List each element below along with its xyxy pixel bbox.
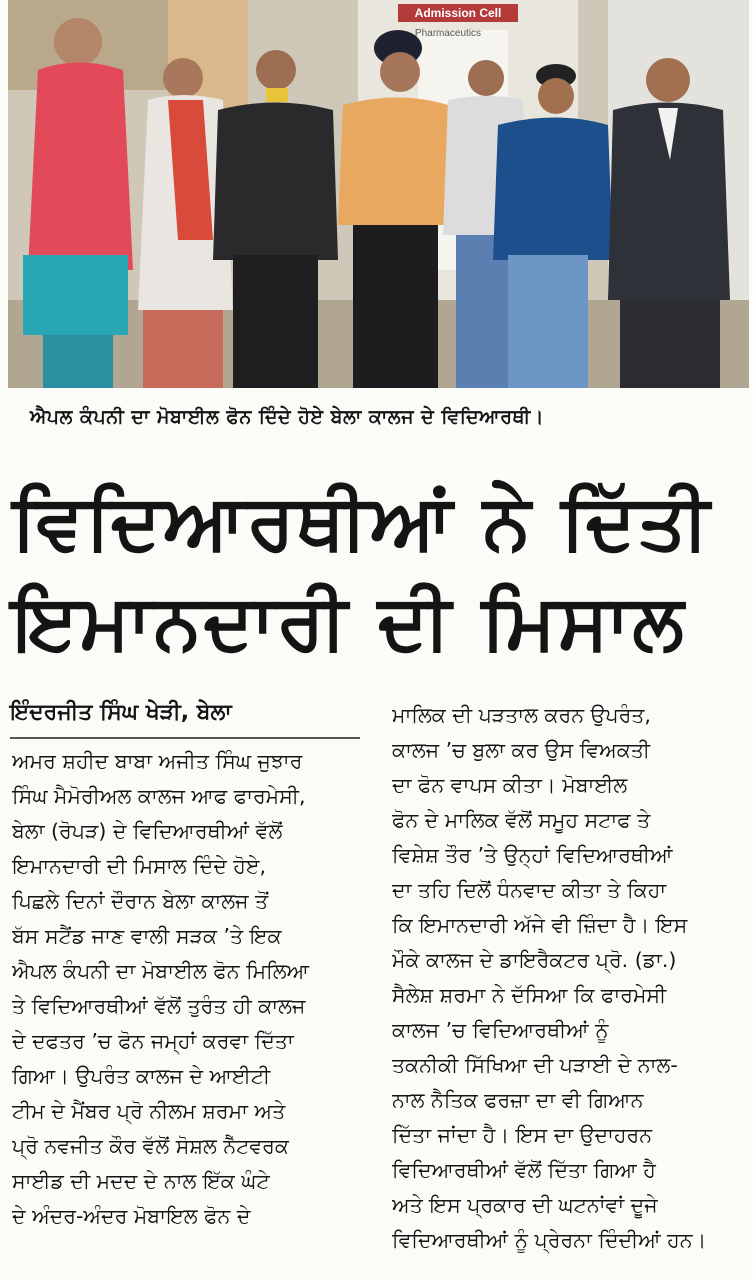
text-line: ਦਾ ਤਹਿ ਦਿਲੋਂ ਧੰਨਵਾਦ ਕੀਤਾ ਤੇ ਕਿਹਾ [392, 878, 667, 902]
pharmaceutics-sign-text: Pharmaceutics [414, 28, 482, 39]
text-line: ਤਕਨੀਕੀ ਸਿੱਖਿਆ ਦੀ ਪੜਾਈ ਦੇ ਨਾਲ- [392, 1053, 678, 1077]
article-column-left [12, 744, 364, 1234]
text-line: ਐਪਲ ਕੰਪਨੀ ਦਾ ਮੋਬਾਈਲ ਫੋਨ ਮਿਲਿਆ [12, 959, 309, 983]
photo-caption: ਐਪਲ ਕੰਪਨੀ ਦਾ ਮੋਬਾਈਲ ਫੋਨ ਦਿੰਦੇ ਹੋਏ ਬੇਲਾ ਕਾਲਜ ਦੇ ਵਿਦਿਆਰਥੀ। [30, 406, 545, 428]
text-line: ਵਿਦਿਆਰਥੀਆਂ ਵੱਲੋਂ ਦਿੱਤਾ ਗਿਆ ਹੈ [392, 1158, 656, 1182]
byline: ਇੰਦਰਜੀਤ ਸਿੰਘ ਖੇੜੀ, ਬੇਲਾ [10, 700, 232, 725]
text-line: ਦੇ ਅੰਦਰ-ਅੰਦਰ ਮੋਬਾਇਲ ਫੋਨ ਦੇ [12, 1204, 251, 1228]
text-line: ਤੇ ਵਿਦਿਆਰਥੀਆਂ ਵੱਲੋਂ ਤੁਰੰਤ ਹੀ ਕਾਲਜ [12, 994, 306, 1018]
news-photo-illustration [8, 0, 749, 388]
byline-divider [10, 737, 360, 739]
news-photo [8, 0, 749, 388]
text-line: ਪ੍ਰੋ ਨਵਜੀਤ ਕੌਰ ਵੱਲੋਂ ਸੋਸ਼ਲ ਨੈੱਟਵਰਕ [12, 1134, 289, 1158]
text-line: ਬੇਲਾ (ਰੋਪੜ) ਦੇ ਵਿਦਿਆਰਥੀਆਂ ਵੱਲੋਂ [12, 819, 283, 843]
text-line: ਮਾਲਿਕ ਦੀ ਪੜਤਾਲ ਕਰਨ ਉਪਰੰਤ, [392, 703, 651, 727]
text-line: ਦਿੱਤਾ ਜਾਂਦਾ ਹੈ। ਇਸ ਦਾ ਉਦਾਹਰਨ [392, 1123, 653, 1147]
text-line: ਸਿੰਘ ਮੈਮੋਰੀਅਲ ਕਾਲਜ ਆਫ ਫਾਰਮੇਸੀ, [12, 784, 306, 808]
text-line: ਵਿਸ਼ੇਸ਼ ਤੌਰ ’ਤੇ ਉਨ੍ਹਾਂ ਵਿਦਿਆਰਥੀਆਂ [392, 843, 673, 867]
text-line: ਦਾ ਫੋਨ ਵਾਪਸ ਕੀਤਾ। ਮੋਬਾਈਲ [392, 773, 628, 797]
text-line: ਬੱਸ ਸਟੈਂਡ ਜਾਣ ਵਾਲੀ ਸੜਕ ’ਤੇ ਇਕ [12, 924, 282, 948]
text-line: ਦੇ ਦਫਤਰ ’ਚ ਫੋਨ ਜਮ੍ਹਾਂ ਕਰਵਾ ਦਿੱਤਾ [12, 1029, 294, 1053]
text-line: ਪਿਛਲੇ ਦਿਨਾਂ ਦੌਰਾਨ ਬੇਲਾ ਕਾਲਜ ਤੋਂ [12, 889, 269, 913]
article-column-right [392, 698, 744, 1258]
text-line: ਕਾਲਜ ’ਚ ਬੁਲਾ ਕਰ ਉਸ ਵਿਅਕਤੀ [392, 738, 651, 762]
text-line: ਕਿ ਇਮਾਨਦਾਰੀ ਅੱਜੇ ਵੀ ਜ਼ਿੰਦਾ ਹੈ। ਇਸ [392, 913, 688, 937]
headline-line: ਇਮਾਨਦਾਰੀ ਦੀ ਮਿਸਾਲ [12, 577, 686, 666]
text-line: ਸਾਈਡ ਦੀ ਮਦਦ ਦੇ ਨਾਲ ਇੱਕ ਘੰਟੇ [12, 1169, 270, 1193]
text-line: ਸੈਲੇਸ਼ ਸ਼ਰਮਾ ਨੇ ਦੱਸਿਆ ਕਿ ਫਾਰਮੇਸੀ [392, 983, 667, 1007]
text-line: ਨਾਲ ਨੈਤਿਕ ਫਰਜ਼ਾ ਦਾ ਵੀ ਗਿਆਨ [392, 1088, 644, 1112]
person-woman-red [23, 18, 133, 388]
text-line: ਟੀਮ ਦੇ ਮੈਂਬਰ ਪ੍ਰੋ ਨੀਲਮ ਸ਼ਰਮਾ ਅਤੇ [12, 1099, 286, 1123]
text-line: ਅਮਰ ਸ਼ਹੀਦ ਬਾਬਾ ਅਜੀਤ ਸਿੰਘ ਜੁਝਾਰ [12, 749, 303, 773]
text-line: ਇਮਾਨਦਾਰੀ ਦੀ ਮਿਸਾਲ ਦਿੰਦੇ ਹੋਏ, [12, 854, 267, 878]
text-line: ਅਤੇ ਇਸ ਪ੍ਰਕਾਰ ਦੀ ਘਟਨਾਂਵਾਂ ਦੂਜੇ [392, 1193, 658, 1217]
text-line: ਕਾਲਜ ’ਚ ਵਿਦਿਆਰਥੀਆਂ ਨੂੰ [392, 1018, 609, 1042]
person-man-suit [608, 58, 730, 388]
text-line: ਫੋਨ ਦੇ ਮਾਲਿਕ ਵੱਲੋਂ ਸਮੂਹ ਸਟਾਫ ਤੇ [392, 808, 651, 832]
text-line: ਗਿਆ। ਉਪਰੰਤ ਕਾਲਜ ਦੇ ਆਈਟੀ [12, 1064, 271, 1088]
text-line: ਵਿਦਿਆਰਥੀਆਂ ਨੂੰ ਪ੍ਰੇਰਨਾ ਦਿੰਦੀਆਂ ਹਨ। [392, 1228, 707, 1252]
headline [12, 472, 747, 672]
admission-sign-text: Admission Cell [414, 6, 502, 20]
text-line: ਮੌਕੇ ਕਾਲਜ ਦੇ ਡਾਇਰੈਕਟਰ ਪ੍ਰੋ. (ਡਾ.) [392, 948, 677, 972]
headline-line: ਵਿਦਿਆਰਥੀਆਂ ਨੇ ਦਿੱਤੀ [12, 477, 712, 566]
